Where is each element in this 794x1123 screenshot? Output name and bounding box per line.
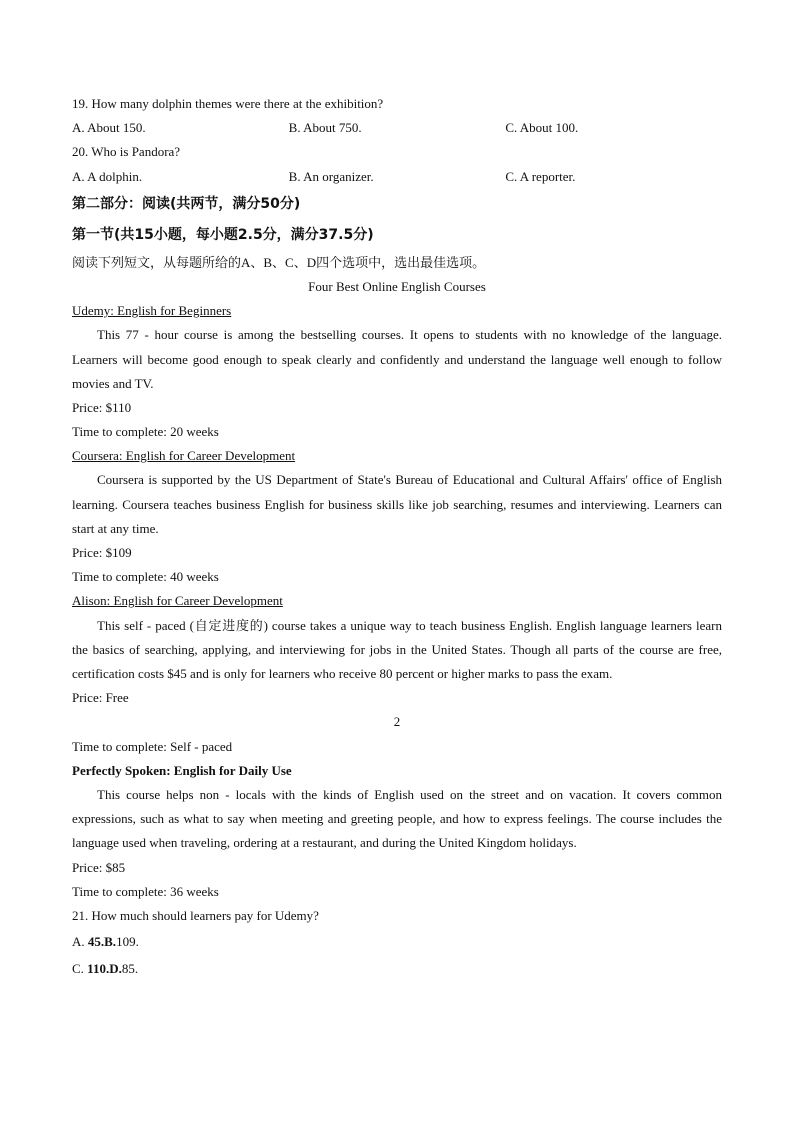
section-heading: 第二部分：阅读(共两节，满分50分) (72, 195, 301, 212)
course-body-perfectly-spoken: This course helps non - locals with the kinds of English used on the street and on vacation. It covers common expressions, such as what to say when meeting and greeting people, and how to express feelings. The course includes the language used when traveling, ordering at a restaurant, and during the United Kingdom holidays. (72, 787, 722, 851)
instruction: 阅读下列短文，从每题所给的A、B、C、D四个选项中，选出最佳选项。 (72, 254, 486, 270)
option-value-bold: 45.B. (87, 934, 117, 950)
course-heading-perfectly-spoken: Perfectly Spoken: English for Daily Use (72, 762, 292, 778)
course-body-coursera: Coursera is supported by the US Department of State's Bureau of Educational and Cultural Affairs' office of English learning. Coursera teaches business English for business skills like job searching, resumes and interviewing. Learners can start at any time. (72, 472, 722, 536)
page-number: 2 (393, 714, 401, 730)
option-b: B. An organizer. (288, 168, 374, 184)
course-time: Time to complete: 36 weeks (72, 883, 219, 899)
course-body-udemy: This 77 - hour course is among the bestselling courses. It opens to students with no knowledge of the language. Learners will become good enough to speak clearly and confidently and understand the language well enough to follow movies and TV. (72, 327, 722, 391)
course-body-alison: This self - paced (自定进度的) course takes a unique way to teach business English. English language learners learn the basics of searching, applying, and interviewing for jobs in the United States. Though all parts of the course are free, certification costs $45 and is only for learners who receive 80 percent or higher marks to pass the exam. (72, 617, 722, 682)
course-time: Time to complete: Self - paced (72, 738, 233, 754)
course-heading-alison: Alison: English for Career Development (72, 593, 283, 609)
course-time: Time to complete: 40 weeks (72, 569, 219, 585)
question-21: 21. How much should learners pay for Udemy? (72, 908, 319, 923)
course-price: Price: Free (72, 690, 129, 706)
option-a: A. A dolphin. (72, 168, 143, 184)
option-label: A. (72, 934, 88, 950)
question-21-options-line-2 (72, 955, 722, 982)
option-c: C. A reporter. (505, 168, 576, 184)
question-20: 20. Who is Pandora? (72, 144, 181, 160)
course-price: Price: $110 (72, 399, 132, 415)
course-time: Time to complete: 20 weeks (72, 424, 219, 440)
option-label: C. (72, 961, 88, 977)
part-heading: 第一节(共15小题，每小题2.5分，满分37.5分) (72, 226, 374, 243)
question-20-options (72, 165, 722, 189)
option-value: 109. (116, 934, 139, 950)
option-value: 85. (121, 961, 139, 977)
option-c: C. About 100. (505, 120, 579, 136)
option-a: A. About 150. (72, 120, 146, 136)
article-title: Four Best Online English Courses (308, 278, 486, 294)
course-price: Price: $85 (72, 859, 126, 875)
course-heading-coursera: Coursera: English for Career Development (72, 448, 296, 464)
course-price: Price: $109 (72, 545, 132, 561)
question-19: 19. How many dolphin themes were there at the exhibition? (72, 96, 384, 111)
question-19-options (72, 116, 722, 140)
option-value-bold: 110.D. (87, 961, 122, 977)
document-page (72, 92, 722, 982)
option-b: B. About 750. (288, 120, 362, 136)
question-21-options-line-1 (72, 928, 722, 955)
course-heading-udemy: Udemy: English for Beginners (72, 303, 232, 319)
